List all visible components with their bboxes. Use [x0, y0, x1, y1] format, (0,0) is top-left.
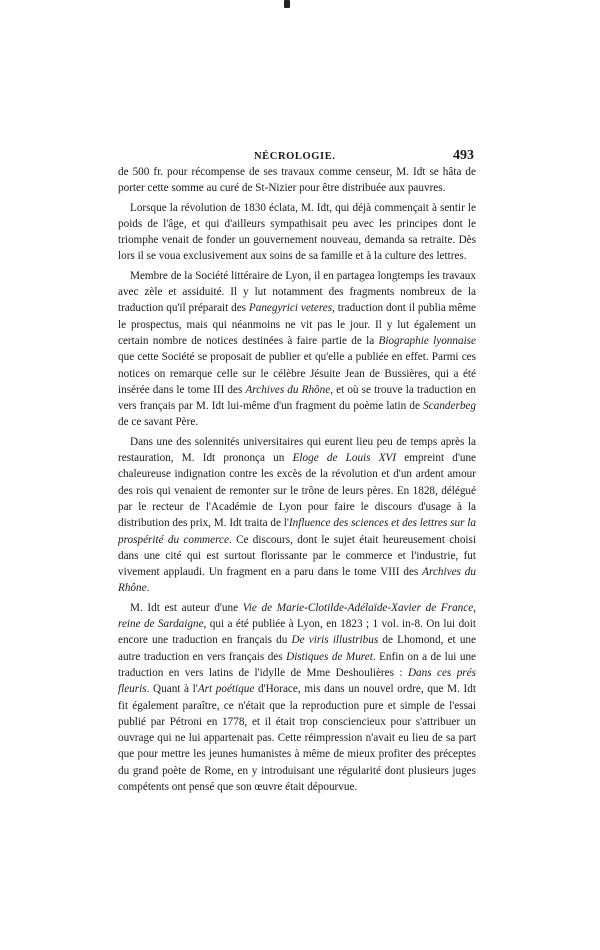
- body-text: [118, 164, 476, 798]
- page-number: 493: [453, 148, 474, 163]
- text-run: . Ce discours, dont le sujet était heureusement choisi dans une cité qui est surtout florissante par le commerce et l'industrie, fut vivement applaudi. Un fragment en a paru dans le tome VIII des: [118, 533, 476, 579]
- running-title: NÉCROLOGIE.: [254, 151, 336, 162]
- italic-title: De viris illustribus: [291, 634, 379, 647]
- italic-title: Vie de Marie-Clotilde-Adélaïde-Xavier de France, reine de Sardaigne: [118, 601, 476, 631]
- paragraph: [118, 600, 476, 796]
- italic-title: Archives du Rhône: [118, 566, 476, 595]
- text-run: que cette Société se proposait de publier et qu'elle a publiée en effet. Parmi ces notices on remarque celle sur le célèbre Jésuite Jean de Bussières, qui a été insérée dans le tome III des: [118, 351, 476, 396]
- text-run: .: [146, 582, 150, 595]
- text-run: d'Horace, mis dans un nouvel ordre, que M. Idt fit également paraître, ce n'était que la reproduction pure et simple de l'essai publié par Pétroni en 1778, et il était trop consciencieux pour s'attribuer un ouvrage qui ne lui appartenait pas. Cette réimpression n'avait eu lieu de sa part que pour mettre les jeunes humanistes à même de mieux profiter des préceptes du grand poète de Rome, en y introduisant une régularité dont plusieurs juges compétents ont pensé que son œuvre était dépourvue.: [118, 683, 476, 793]
- text-run: , traduction dont il publia même le prospectus, mais qui néanmoins ne vit pas le jour. Il y lut également un certain nombre de notices destinées à faire partie de la: [118, 302, 476, 347]
- text-run: Lorsque la révolution de 1830 éclata, M. Idt, qui déjà commençait à sentir le poids de l'âge, et qui d'ailleurs sympathisait peu avec les principes dont le triomphe venait de fonder un gouvernement nouveau, demanda sa retraite. Dès lors il se voua exclusivement aux soins de sa famille et à la culture des lettres.: [118, 201, 476, 263]
- paragraph: [118, 164, 476, 197]
- text-run: . Enfin on a de lui une traduction en vers latins de l'idylle de Mme Deshoulières :: [118, 650, 477, 679]
- italic-title: Panegyrici veteres: [248, 302, 333, 315]
- paragraph: [118, 200, 476, 265]
- italic-title: Influence des sciences et des lettres sur la prospérité du commerce: [118, 517, 476, 546]
- text-run: de 500 fr. pour récompense de ses travaux comme censeur, M. Idt se hâta de porter cette somme au curé de St-Nizier pour être distribuée aux pauvres.: [118, 166, 476, 195]
- top-ink-mark: [284, 0, 290, 8]
- text-run: , et où se trouve la traduction en vers français par M. Idt lui-même d'un fragment du poème latin de: [118, 383, 477, 413]
- paragraph: [118, 268, 476, 431]
- text-run: Dans une des solennités universitaires qui eurent lieu peu de temps après la restauration, M. Idt prononça un: [118, 435, 476, 465]
- text-run: . Quant à l': [146, 683, 198, 696]
- text-run: M. Idt est auteur d'une: [130, 601, 243, 614]
- italic-title: Distiques de Muret: [286, 650, 373, 663]
- paragraph: [118, 434, 476, 597]
- italic-title: Archives du Rhône: [245, 383, 331, 396]
- italic-title: Dans ces prés fleuris: [118, 666, 476, 696]
- text-run: de Lhomond, et une autre traduction en vers français des: [118, 634, 476, 663]
- italic-title: Scanderbeg: [423, 400, 476, 413]
- text-run: de ce savant Père.: [118, 416, 199, 429]
- text-run: empreint d'une chaleureuse indignation contre les excès de la révolution et d'un ardent amour des rois qui venaient de remonter sur le trône de leurs pères. En 1828, délégué par le recteur de l'Académie de Lyon pour faire le discours d'usage à la distribution des prix, M. Idt traita de l': [118, 452, 477, 530]
- text-run: , qui a été publiée à Lyon, en 1823 ; 1 vol. in-8. On lui doit encore une traduction en français du: [118, 618, 476, 647]
- text-run: Membre de la Société littéraire de Lyon, il en partagea longtemps les travaux avec zèle et assiduité. Il y lut notamment des fragments nombreux de la traduction qu'il préparait des: [118, 269, 476, 315]
- italic-title: Biographie lyonnaise: [378, 334, 477, 347]
- italic-title: Eloge de Louis XVI: [292, 452, 397, 465]
- italic-title: Art poétique: [197, 683, 255, 696]
